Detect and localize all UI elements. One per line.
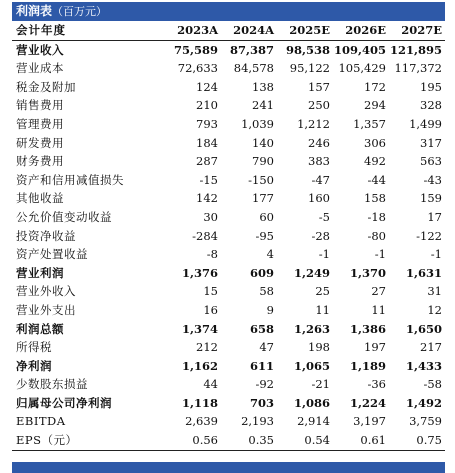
row-value: -1 [430,247,442,262]
header-2026e: 2026E [333,21,389,40]
row-value: -8 [206,247,218,262]
row-value: 140 [252,135,274,150]
row-value: 177 [252,191,274,206]
row-value: 1,492 [405,395,442,410]
row-value: 212 [196,340,218,355]
table-row [12,40,445,59]
header-2024a: 2024A [221,21,277,40]
row-value: 160 [308,191,330,206]
row-value: -28 [311,228,330,243]
row-value: -95 [255,228,274,243]
row-value: -18 [367,209,386,224]
row-value: 294 [364,98,386,113]
row-value: 87,387 [229,42,274,57]
row-label: 少数股东损益 [16,377,88,392]
row-value: 1,212 [297,116,330,131]
row-label: 资产处置收益 [16,247,88,262]
row-value: -92 [255,377,274,392]
table-row [12,59,445,78]
table-title: 利润表 [16,4,53,18]
row-label: 管理费用 [16,116,64,131]
header-fiscal-year: 会计年度 [12,21,165,40]
row-value: 197 [364,340,386,355]
row-label: 营业外支出 [16,302,76,317]
row-value: 2,914 [297,414,330,429]
row-value: 27 [371,284,386,299]
row-label: 营业利润 [16,265,64,280]
row-value: 138 [252,79,274,94]
row-value: 0.54 [277,431,333,450]
row-value: 124 [196,79,218,94]
row-value: 1,162 [181,358,218,373]
row-value: 210 [196,98,218,113]
row-value: 563 [420,154,442,169]
row-value: 1,370 [349,265,386,280]
header-2027e: 2027E [389,21,445,40]
row-value: 142 [196,191,218,206]
row-label: EBITDA [16,414,66,429]
row-value: 658 [249,321,274,336]
row-value: 609 [249,265,274,280]
row-value: 1,650 [405,321,442,336]
row-label: 财务费用 [16,154,64,169]
row-value: 0.61 [333,431,389,450]
row-value: 317 [420,135,442,150]
row-value: 105,429 [338,61,386,76]
row-value: 1,631 [405,265,442,280]
table-row [12,134,445,153]
row-value: 0.56 [165,431,221,450]
table-body [12,40,445,450]
row-value: 17 [427,209,442,224]
row-label: 净利润 [16,358,52,373]
row-value: 246 [308,135,330,150]
row-label: 投资净收益 [16,228,76,243]
row-label: 公允价值变动收益 [16,209,112,224]
header-2023a: 2023A [165,21,221,40]
row-value: 1,224 [349,395,386,410]
row-value: 1,065 [293,358,330,373]
row-value: 11 [315,302,330,317]
table-row [12,78,445,97]
row-value: 1,376 [181,265,218,280]
row-value: 1,433 [405,358,442,373]
table-title-bar [12,2,445,21]
row-value: -36 [367,377,386,392]
table-title-unit: （百万元） [52,5,108,18]
row-value: 1,249 [293,265,330,280]
row-value: 9 [266,302,274,317]
row-value: 790 [252,154,274,169]
row-value: 0.75 [389,431,445,450]
row-value: 15 [203,284,218,299]
row-value: 1,386 [349,321,386,336]
income-statement-table [12,21,445,451]
row-value: 3,759 [409,414,442,429]
row-value: 492 [364,154,386,169]
row-value: -43 [423,172,442,187]
table-row [12,264,445,283]
row-value: 75,589 [173,42,218,57]
row-value: 31 [427,284,442,299]
table-row [12,115,445,134]
row-value: 328 [420,98,442,113]
row-label: 研发费用 [16,135,64,150]
table-row [12,245,445,264]
table-row [12,282,445,301]
row-value: 2,193 [241,414,274,429]
table-row [12,301,445,320]
table-row [12,208,445,227]
row-value: 306 [364,135,386,150]
row-value: -80 [367,228,386,243]
row-value: 1,086 [293,395,330,410]
row-value: 703 [249,395,274,410]
row-value: 44 [203,377,218,392]
row-value: 98,538 [285,42,330,57]
row-value: 58 [259,284,274,299]
row-value: 184 [196,135,218,150]
row-value: -1 [318,247,330,262]
row-value: 1,357 [353,116,386,131]
table-row [12,96,445,115]
row-value: -150 [248,172,274,187]
row-value: 287 [196,154,218,169]
table-row [12,375,445,394]
row-value: -58 [423,377,442,392]
row-value: -15 [199,172,218,187]
row-value: 3,197 [353,414,386,429]
row-label: 所得税 [16,340,52,355]
row-value: 611 [249,358,274,373]
table-row [12,189,445,208]
row-value: 25 [315,284,330,299]
row-label: 税金及附加 [16,79,76,94]
row-value: 95,122 [289,61,330,76]
row-label: 资产和信用减值损失 [16,172,124,187]
row-label: EPS（元） [12,431,165,450]
table-row [12,394,445,413]
row-value: 157 [308,79,330,94]
row-value: -1 [374,247,386,262]
row-value: 72,633 [177,61,218,76]
row-value: 47 [259,340,274,355]
row-value: 1,118 [181,395,218,410]
row-value: 60 [259,209,274,224]
row-value: 1,374 [181,321,218,336]
row-label: 归属母公司净利润 [16,395,112,410]
row-value: 1,039 [241,116,274,131]
row-value: 1,263 [293,321,330,336]
row-label: 营业成本 [16,61,64,76]
row-value: 109,405 [333,42,386,57]
row-value: -5 [318,209,330,224]
row-value: 121,895 [389,42,442,57]
row-label: 营业收入 [16,42,64,57]
row-value: -284 [192,228,218,243]
row-value: 172 [364,79,386,94]
row-value: 383 [308,154,330,169]
next-section-bar [12,462,445,473]
row-value: 2,639 [185,414,218,429]
row-value: 117,372 [394,61,442,76]
row-value: 16 [203,302,218,317]
row-value: 159 [420,191,442,206]
row-value: 12 [427,302,442,317]
row-value: 793 [196,116,218,131]
table-row [12,412,445,431]
row-label: 其他收益 [16,191,64,206]
table-row [12,357,445,376]
table-row [12,171,445,190]
table-row [12,320,445,339]
row-value: -47 [311,172,330,187]
row-value: 30 [203,209,218,224]
row-value: -44 [367,172,386,187]
row-value: 4 [266,247,274,262]
table-row [12,338,445,357]
row-value: 198 [308,340,330,355]
row-value: 241 [252,98,274,113]
table-row [12,431,445,450]
row-value: 11 [371,302,386,317]
table-row [12,152,445,171]
table-header-row [12,21,445,40]
row-label: 利润总额 [16,321,64,336]
row-value: -21 [311,377,330,392]
table-row [12,227,445,246]
row-value: 195 [420,79,442,94]
row-value: 158 [364,191,386,206]
header-2025e: 2025E [277,21,333,40]
row-value: 84,578 [233,61,274,76]
row-value: -122 [416,228,442,243]
row-value: 1,499 [409,116,442,131]
row-label: 营业外收入 [16,284,76,299]
row-value: 217 [420,340,442,355]
row-value: 1,189 [349,358,386,373]
row-value: 250 [308,98,330,113]
row-value: 0.35 [221,431,277,450]
row-label: 销售费用 [16,98,64,113]
